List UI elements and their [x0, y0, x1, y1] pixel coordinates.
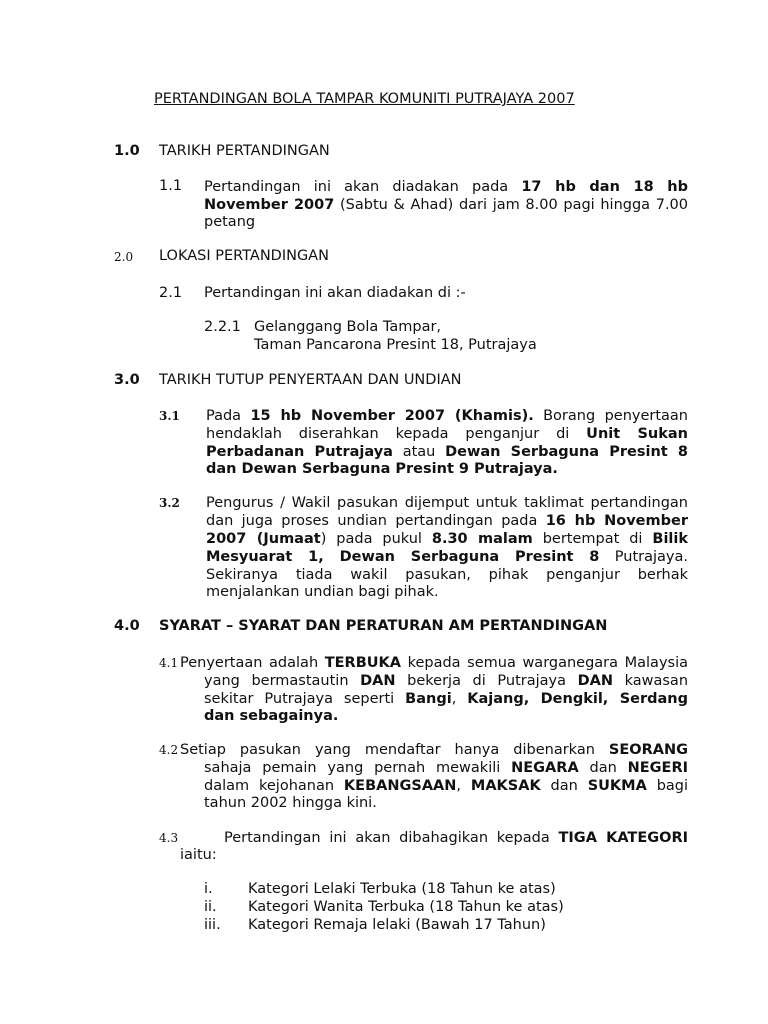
- clause-line: Gelanggang Bola Tampar,: [254, 319, 442, 335]
- page-title: PERTANDINGAN BOLA TAMPAR KOMUNITI PUTRAJAYA 2007: [154, 91, 575, 107]
- clause-line: Taman Pancarona Presint 18, Putrajaya: [254, 337, 537, 353]
- section-number: 3.0: [114, 372, 140, 388]
- clause-line: Pengurus / Wakil pasukan dijemput untuk taklimat pertandingan: [206, 495, 688, 511]
- list-item: Kategori Lelaki Terbuka (18 Tahun ke atas): [248, 881, 556, 897]
- clause-number: 1.1: [159, 178, 183, 194]
- clause-line: petang: [204, 214, 256, 230]
- clause-line: November 2007 (Sabtu & Ahad) dari jam 8.00 pagi hingga 7.00: [204, 197, 688, 213]
- clause-number: 3.1: [159, 409, 180, 423]
- clause-line: Setiap pasukan yang mendaftar hanya dibenarkan SEORANG: [180, 742, 688, 758]
- clause-line: yang bermastautin DAN bekerja di Putrajaya DAN kawasan: [204, 673, 688, 689]
- clause-number: 4.3: [159, 831, 179, 845]
- clause-number: 2.1: [159, 285, 183, 301]
- clause-line: dan Dewan Serbaguna Presint 9 Putrajaya.: [206, 461, 558, 477]
- list-item-number: iii.: [204, 917, 221, 933]
- clause-number: 4.1: [159, 656, 179, 670]
- clause-line: iaitu:: [180, 847, 217, 863]
- clause-line: Pertandingan ini akan dibahagikan kepada TIGA KATEGORI: [224, 830, 688, 846]
- section-number: 2.0: [114, 250, 134, 264]
- clause-line: Penyertaan adalah TERBUKA kepada semua warganegara Malaysia: [180, 655, 688, 671]
- clause-line: dalam kejohanan KEBANGSAAN, MAKSAK dan SUKMA bagi: [204, 778, 688, 794]
- list-item: Kategori Wanita Terbuka (18 Tahun ke atas): [248, 899, 564, 915]
- clause-line: Sekiranya tiada wakil pasukan, pihak penganjur berhak: [206, 567, 688, 583]
- clause-line: Pertandingan ini akan diadakan di :-: [204, 285, 466, 301]
- clause-line: 2007 (Jumaat) pada pukul 8.30 malam bertempat di Bilik: [206, 531, 688, 547]
- clause-line: Pada 15 hb November 2007 (Khamis). Borang penyertaan: [206, 408, 688, 424]
- clause-line: hendaklah diserahkan kepada penganjur di Unit Sukan: [206, 426, 688, 442]
- clause-line: sahaja pemain yang pernah mewakili NEGARA dan NEGERI: [204, 760, 688, 776]
- clause-line: menjalankan undian bagi pihak.: [206, 584, 439, 600]
- clause-line: tahun 2002 hingga kini.: [204, 795, 377, 811]
- section-number: 1.0: [114, 143, 140, 159]
- section-heading: TARIKH PERTANDINGAN: [159, 143, 330, 159]
- section-heading: TARIKH TUTUP PENYERTAAN DAN UNDIAN: [159, 372, 462, 388]
- clause-line: dan juga proses undian pertandingan pada 16 hb November: [206, 513, 688, 529]
- section-heading: LOKASI PERTANDINGAN: [159, 248, 329, 264]
- subclause-number: 2.2.1: [204, 319, 241, 335]
- section-heading: SYARAT – SYARAT DAN PERATURAN AM PERTANDINGAN: [159, 618, 608, 634]
- list-item-number: i.: [204, 881, 213, 897]
- clause-line: Pertandingan ini akan diadakan pada 17 hb dan 18 hb: [204, 179, 688, 195]
- clause-line: Mesyuarat 1, Dewan Serbaguna Presint 8 Putrajaya.: [206, 549, 688, 565]
- clause-number: 4.2: [159, 743, 179, 757]
- clause-line: Perbadanan Putrajaya atau Dewan Serbaguna Presint 8: [206, 444, 688, 460]
- list-item-number: ii.: [204, 899, 217, 915]
- clause-line: sekitar Putrajaya seperti Bangi, Kajang, Dengkil, Serdang: [204, 691, 688, 707]
- clause-line: dan sebagainya.: [204, 708, 339, 724]
- clause-number: 3.2: [159, 496, 180, 510]
- list-item: Kategori Remaja lelaki (Bawah 17 Tahun): [248, 917, 546, 933]
- section-number: 4.0: [114, 618, 140, 634]
